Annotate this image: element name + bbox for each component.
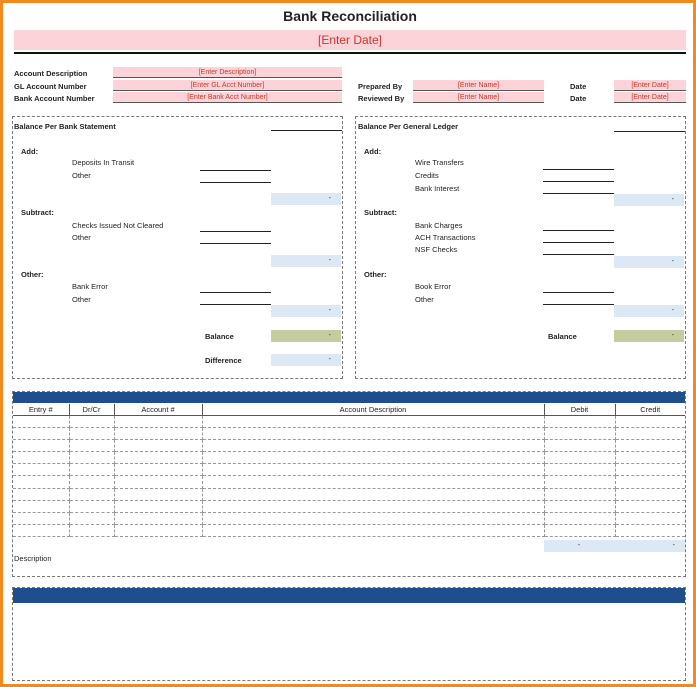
gl-account-field[interactable]: [Enter GL Acct Number] xyxy=(113,80,342,91)
prepared-by-field[interactable]: [Enter Name] xyxy=(413,80,544,91)
bank-other-item: Other xyxy=(72,295,91,304)
table-cell[interactable] xyxy=(615,427,685,439)
bank-balance-value: - xyxy=(271,330,341,342)
header-date-input[interactable]: [Enter Date] xyxy=(14,30,686,50)
bank-account-label: Bank Account Number xyxy=(14,94,95,103)
table-cell[interactable] xyxy=(544,452,615,464)
column-header-account-description: Account Description xyxy=(202,404,544,415)
ledger-other-line[interactable] xyxy=(543,304,614,305)
table-cell[interactable] xyxy=(114,427,202,439)
ledger-subtract-label: Subtract: xyxy=(364,208,397,217)
bank-subtract-item: Other xyxy=(72,233,91,242)
table-cell[interactable] xyxy=(544,439,615,451)
ledger-add-line[interactable] xyxy=(543,181,614,182)
bank-add-label: Add: xyxy=(21,147,39,156)
table-row xyxy=(13,464,685,476)
table-cell[interactable] xyxy=(114,500,202,512)
ledger-panel-title: Balance Per General Ledger xyxy=(358,122,459,131)
table-cell[interactable] xyxy=(544,488,615,500)
bank-add-item: Deposits In Transit xyxy=(72,158,135,167)
bank-subtract-line[interactable] xyxy=(200,231,271,232)
column-header-debit: Debit xyxy=(544,404,615,415)
bank-add-subtotal: - xyxy=(271,193,341,205)
table-cell[interactable] xyxy=(114,452,202,464)
header-rule xyxy=(14,52,686,54)
table-cell[interactable] xyxy=(114,513,202,525)
table-cell[interactable] xyxy=(69,525,114,537)
table-cell[interactable] xyxy=(13,500,69,512)
bank-subtract-subtotal: - xyxy=(271,255,341,267)
table-cell[interactable] xyxy=(13,427,69,439)
table-cell[interactable] xyxy=(69,513,114,525)
journal-entries-table xyxy=(13,404,685,537)
table-cell[interactable] xyxy=(615,464,685,476)
bank-account-field[interactable]: [Enter Bank Acct Number] xyxy=(113,92,342,103)
credit-total: - xyxy=(614,540,685,552)
table-cell[interactable] xyxy=(615,452,685,464)
ledger-subtract-line[interactable] xyxy=(543,254,614,255)
table-row xyxy=(13,513,685,525)
bank-subtract-line[interactable] xyxy=(200,243,271,244)
table-cell[interactable] xyxy=(114,415,202,427)
table-cell[interactable] xyxy=(13,513,69,525)
bank-add-line[interactable] xyxy=(200,182,271,183)
table-cell[interactable] xyxy=(69,439,114,451)
table-cell[interactable] xyxy=(615,439,685,451)
table-cell[interactable] xyxy=(69,476,114,488)
table-cell[interactable] xyxy=(544,525,615,537)
table-cell[interactable] xyxy=(202,488,544,500)
entries-header-bar xyxy=(13,392,685,403)
page-title: Bank Reconciliation xyxy=(283,8,417,24)
bank-other-line[interactable] xyxy=(200,292,271,293)
table-cell[interactable] xyxy=(202,415,544,427)
bank-statement-balance-line[interactable] xyxy=(271,130,342,131)
ledger-other-subtotal: - xyxy=(614,305,684,317)
description-label: Description xyxy=(14,554,52,563)
table-cell[interactable] xyxy=(615,476,685,488)
ledger-subtract-subtotal: - xyxy=(614,256,684,268)
bank-subtract-item: Checks Issued Not Cleared xyxy=(72,221,164,230)
table-row xyxy=(13,439,685,451)
ledger-add-line[interactable] xyxy=(543,193,614,194)
table-cell[interactable] xyxy=(202,525,544,537)
ledger-balance-value: - xyxy=(614,330,684,342)
table-cell[interactable] xyxy=(114,476,202,488)
table-cell[interactable] xyxy=(202,452,544,464)
ledger-subtract-item: NSF Checks xyxy=(415,245,458,254)
ledger-other-item: Other xyxy=(415,295,434,304)
table-row xyxy=(13,500,685,512)
ledger-balance-label: Balance xyxy=(548,332,577,341)
table-cell[interactable] xyxy=(13,525,69,537)
account-description-field[interactable]: [Enter Description] xyxy=(113,67,342,78)
bank-panel-title: Balance Per Bank Statement xyxy=(14,122,116,131)
table-cell[interactable] xyxy=(69,464,114,476)
ledger-other-line[interactable] xyxy=(543,292,614,293)
account-description-label: Account Description xyxy=(14,69,88,78)
table-row xyxy=(13,452,685,464)
table-cell[interactable] xyxy=(202,476,544,488)
table-row xyxy=(13,427,685,439)
ledger-add-item: Wire Transfers xyxy=(415,158,464,167)
notes-header-bar xyxy=(13,588,685,603)
table-cell[interactable] xyxy=(615,525,685,537)
table-row xyxy=(13,525,685,537)
ledger-other-label: Other: xyxy=(364,270,387,279)
table-cell[interactable] xyxy=(615,513,685,525)
bank-other-item: Bank Error xyxy=(72,282,108,291)
reviewed-by-field[interactable]: [Enter Name] xyxy=(413,92,544,103)
table-header-row xyxy=(13,404,685,415)
table-cell[interactable] xyxy=(544,464,615,476)
table-cell[interactable] xyxy=(13,488,69,500)
table-cell[interactable] xyxy=(69,488,114,500)
date-label-1: Date xyxy=(570,82,587,91)
ledger-balance-line[interactable] xyxy=(614,131,685,132)
table-cell[interactable] xyxy=(202,464,544,476)
ledger-add-item: Credits xyxy=(415,171,439,180)
table-cell[interactable] xyxy=(13,452,69,464)
table-cell[interactable] xyxy=(615,488,685,500)
table-cell[interactable] xyxy=(202,439,544,451)
bank-add-line[interactable] xyxy=(200,170,271,171)
prepared-by-label: Prepared By xyxy=(358,82,403,91)
gl-account-label: GL Account Number xyxy=(14,82,87,91)
bank-balance-label: Balance xyxy=(205,332,234,341)
table-cell[interactable] xyxy=(544,500,615,512)
table-cell[interactable] xyxy=(544,415,615,427)
ledger-subtract-item: ACH Transactions xyxy=(415,233,476,242)
table-cell[interactable] xyxy=(69,415,114,427)
bank-other-subtotal: - xyxy=(271,305,341,317)
table-cell[interactable] xyxy=(114,464,202,476)
table-cell[interactable] xyxy=(202,500,544,512)
table-cell[interactable] xyxy=(114,525,202,537)
table-cell[interactable] xyxy=(69,500,114,512)
ledger-add-item: Bank Interest xyxy=(415,184,460,193)
debit-total: - xyxy=(544,540,614,552)
table-cell[interactable] xyxy=(544,427,615,439)
table-cell[interactable] xyxy=(13,415,69,427)
bank-other-label: Other: xyxy=(21,270,44,279)
ledger-add-label: Add: xyxy=(364,147,382,156)
table-row xyxy=(13,415,685,427)
ledger-other-item: Book Error xyxy=(415,282,451,291)
table-cell[interactable] xyxy=(544,476,615,488)
reviewed-by-label: Reviewed By xyxy=(358,94,405,103)
table-row xyxy=(13,488,685,500)
bank-add-item: Other xyxy=(72,171,91,180)
reviewed-date-field[interactable]: [Enter Date] xyxy=(614,92,686,103)
bank-other-line[interactable] xyxy=(200,304,271,305)
table-cell[interactable] xyxy=(69,427,114,439)
table-cell[interactable] xyxy=(13,439,69,451)
column-header-account: Account # xyxy=(114,404,202,415)
table-cell[interactable] xyxy=(13,476,69,488)
table-cell[interactable] xyxy=(615,500,685,512)
ledger-subtract-line[interactable] xyxy=(543,230,614,231)
table-cell[interactable] xyxy=(202,427,544,439)
table-cell[interactable] xyxy=(114,439,202,451)
ledger-add-line[interactable] xyxy=(543,169,614,170)
table-cell[interactable] xyxy=(114,488,202,500)
table-cell[interactable] xyxy=(615,415,685,427)
table-cell[interactable] xyxy=(69,452,114,464)
column-header-credit: Credit xyxy=(615,404,685,415)
column-header-entry: Entry # xyxy=(13,404,69,415)
table-cell[interactable] xyxy=(544,513,615,525)
date-label-2: Date xyxy=(570,94,587,103)
difference-value: - xyxy=(271,354,341,366)
ledger-subtract-line[interactable] xyxy=(543,242,614,243)
difference-label: Difference xyxy=(205,356,242,365)
ledger-subtract-item: Bank Charges xyxy=(415,221,463,230)
ledger-add-subtotal: - xyxy=(614,194,684,206)
table-cell[interactable] xyxy=(13,464,69,476)
bank-subtract-label: Subtract: xyxy=(21,208,54,217)
prepared-date-field[interactable]: [Enter Date] xyxy=(614,80,686,91)
column-header-drcr: Dr/Cr xyxy=(69,404,114,415)
table-cell[interactable] xyxy=(202,513,544,525)
table-row xyxy=(13,476,685,488)
